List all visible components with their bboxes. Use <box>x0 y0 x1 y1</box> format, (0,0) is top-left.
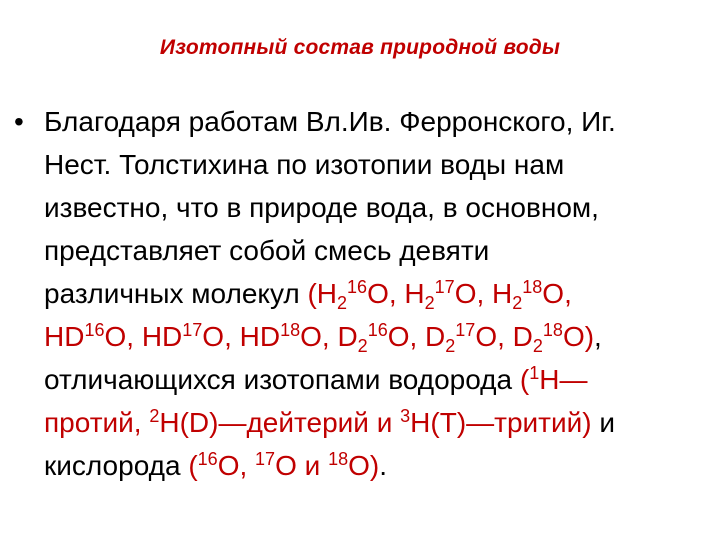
text-line <box>44 186 599 229</box>
text-segment: ( <box>519 364 530 395</box>
superscript-text: 18 <box>542 320 563 340</box>
slide-title: Изотопный состав природной воды <box>159 36 561 59</box>
text-segment: известно, что в природе вода, в основном, <box>44 192 599 223</box>
text-segment: ( <box>188 450 198 481</box>
text-segment: O, D <box>475 321 533 352</box>
text-segment: HD <box>44 321 85 352</box>
superscript-text: 3 <box>400 406 411 426</box>
superscript-text: 17 <box>434 277 455 297</box>
superscript-text: 16 <box>84 320 105 340</box>
text-segment: и <box>591 407 616 438</box>
text-segment: Нест. Толстихина по изотопии воды нам <box>44 149 565 180</box>
text-segment: O) <box>562 321 595 352</box>
text-segment: H(T)—тритий) <box>410 407 592 438</box>
text-segment: O, HD <box>104 321 183 352</box>
superscript-text: 16 <box>347 277 368 297</box>
text-segment: O, <box>217 450 256 481</box>
text-segment: O, <box>542 278 572 309</box>
text-line <box>44 272 572 315</box>
subscript-text: 2 <box>424 293 435 313</box>
text-line <box>44 100 616 143</box>
superscript-text: 2 <box>149 406 160 426</box>
bullet-point: • <box>14 106 24 137</box>
text-line <box>44 444 387 487</box>
superscript-text: 17 <box>255 449 276 469</box>
superscript-text: 17 <box>455 320 476 340</box>
subscript-text: 2 <box>445 336 456 356</box>
text-segment: H— <box>539 364 588 395</box>
subscript-text: 2 <box>512 293 523 313</box>
text-segment: O, D <box>300 321 358 352</box>
text-line <box>44 358 587 401</box>
subscript-text: 2 <box>337 293 348 313</box>
text-segment: представляет собой смесь девяти <box>44 235 490 266</box>
subscript-text: 2 <box>357 336 368 356</box>
text-line <box>44 143 564 186</box>
superscript-text: 16 <box>197 449 218 469</box>
text-segment: различных молекул <box>44 278 308 309</box>
text-line <box>44 229 489 272</box>
text-segment: кислорода <box>44 450 189 481</box>
superscript-text: 1 <box>529 363 540 383</box>
text-segment: (H <box>307 278 338 309</box>
text-segment: O) <box>348 450 380 481</box>
superscript-text: 18 <box>328 449 349 469</box>
text-segment: протий, <box>44 407 150 438</box>
text-segment: O, D <box>387 321 446 352</box>
superscript-text: 17 <box>182 320 203 340</box>
text-segment: O, H <box>454 278 513 309</box>
text-line <box>44 315 602 358</box>
text-segment: O, HD <box>202 321 281 352</box>
text-line <box>44 401 615 444</box>
subscript-text: 2 <box>532 336 543 356</box>
text-segment: . <box>379 450 387 481</box>
text-segment: , <box>594 321 602 352</box>
superscript-text: 16 <box>367 320 388 340</box>
superscript-text: 18 <box>522 277 543 297</box>
superscript-text: 18 <box>280 320 301 340</box>
text-segment: O, H <box>367 278 425 309</box>
text-segment: Благодаря работам Вл.Ив. Ферронского, Иг. <box>44 106 616 137</box>
text-segment: H(D)—дейтерий и <box>159 407 401 438</box>
text-segment: O и <box>275 450 329 481</box>
text-segment: отличающихся изотопами водорода <box>44 364 520 395</box>
